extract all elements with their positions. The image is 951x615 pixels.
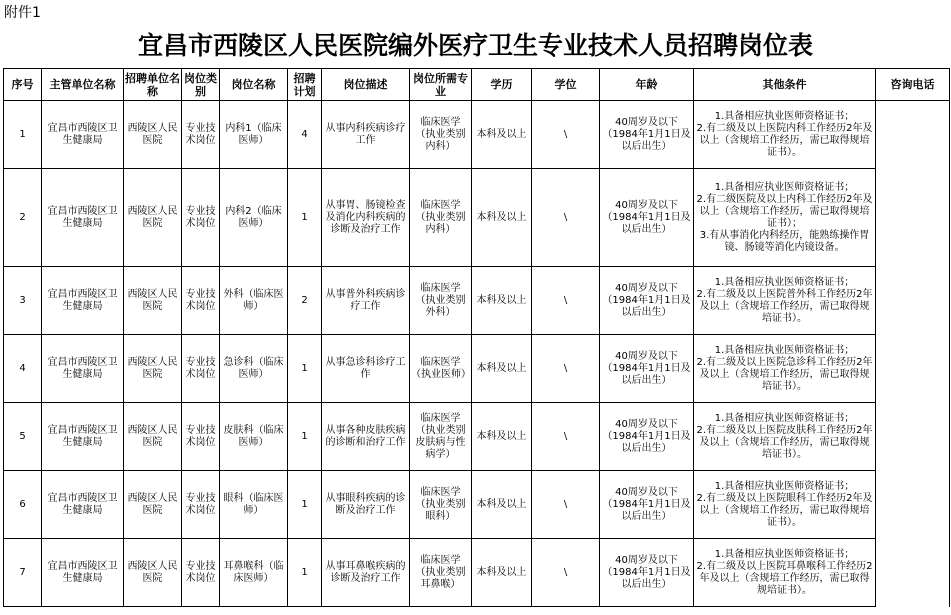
cell-unit: 西陵区人民医院 xyxy=(124,471,182,539)
cell-other: 1.具备相应执业医师资格证书； 2.有二级及以上医院急诊科工作经历2年及以上（含规培工作经历，需已取得规培证书）。 xyxy=(694,335,876,403)
cell-phone xyxy=(876,101,950,607)
cell-dept: 宜昌市西陵区卫生健康局 xyxy=(42,267,124,335)
cell-dept: 宜昌市西陵区卫生健康局 xyxy=(42,403,124,471)
cell-category: 专业技术岗位 xyxy=(182,101,220,169)
cell-category: 专业技术岗位 xyxy=(182,403,220,471)
cell-education: 本科及以上 xyxy=(472,101,532,169)
cell-education: 本科及以上 xyxy=(472,267,532,335)
cell-age: 40周岁及以下 （1984年1月1日及以后出生） xyxy=(600,403,694,471)
cell-age: 40周岁及以下 （1984年1月1日及以后出生） xyxy=(600,169,694,267)
cell-degree: \ xyxy=(532,403,600,471)
cell-major: 临床医学（执业类别耳鼻喉） xyxy=(410,539,472,607)
cell-category: 专业技术岗位 xyxy=(182,539,220,607)
document-title: 宜昌市西陵区人民医院编外医疗卫生专业技术人员招聘岗位表 xyxy=(137,31,813,60)
table-row xyxy=(4,267,950,335)
cell-major: 临床医学（执业类别皮肤病与性病学） xyxy=(410,403,472,471)
cell-unit: 西陵区人民医院 xyxy=(124,169,182,267)
cell-other: 1.具备相应执业医师资格证书； 2.有二级及以上医院皮肤科工作经历2年及以上（含规培工作经历，需已取得规培证书）。 xyxy=(694,403,876,471)
cell-other: 1.具备相应执业医师资格证书； 2.有二级及以上医院内科工作经历2年及以上（含规培工作经历，需已取得规培证书）。 xyxy=(694,101,876,169)
cell-plan: 1 xyxy=(288,169,322,267)
cell-education: 本科及以上 xyxy=(472,403,532,471)
header-plan: 招聘计划 xyxy=(288,69,322,101)
cell-position-name: 内科1（临床医师） xyxy=(220,101,288,169)
cell-category: 专业技术岗位 xyxy=(182,169,220,267)
cell-dept: 宜昌市西陵区卫生健康局 xyxy=(42,471,124,539)
header-degree: 学位 xyxy=(532,69,600,101)
cell-major: 临床医学（执业类别外科） xyxy=(410,267,472,335)
cell-dept: 宜昌市西陵区卫生健康局 xyxy=(42,101,124,169)
cell-plan: 1 xyxy=(288,403,322,471)
table-row xyxy=(4,101,950,169)
cell-no: 3 xyxy=(4,267,42,335)
cell-other: 1.具备相应执业医师资格证书； 2.有二级及以上医院眼科工作经历2年及以上（含规培工作经历，需已取得规培证书）。 xyxy=(694,471,876,539)
recruitment-table xyxy=(3,68,950,607)
cell-other: 1.具备相应执业医师资格证书； 2.有二级及以上医院普外科工作经历2年及以上（含规培工作经历，需已取得规培证书）。 xyxy=(694,267,876,335)
cell-education: 本科及以上 xyxy=(472,471,532,539)
cell-other: 1.具备相应执业医师资格证书； 2.有二级及以上医院耳鼻喉科工作经历2年及以上（含规培工作经历，需已取得规培证书）。 xyxy=(694,539,876,607)
cell-position-name: 眼科（临床医师） xyxy=(220,471,288,539)
cell-age: 40周岁及以下 （1984年1月1日及以后出生） xyxy=(600,539,694,607)
table-row xyxy=(4,403,950,471)
cell-category: 专业技术岗位 xyxy=(182,267,220,335)
cell-no: 5 xyxy=(4,403,42,471)
cell-description: 从事普外科疾病诊疗工作 xyxy=(322,267,410,335)
cell-plan: 4 xyxy=(288,101,322,169)
cell-age: 40周岁及以下 （1984年1月1日及以后出生） xyxy=(600,471,694,539)
header-other: 其他条件 xyxy=(694,69,876,101)
cell-unit: 西陵区人民医院 xyxy=(124,335,182,403)
cell-position-name: 耳鼻喉科（临床医师） xyxy=(220,539,288,607)
cell-degree: \ xyxy=(532,471,600,539)
cell-description: 从事耳鼻喉疾病的诊断及治疗工作 xyxy=(322,539,410,607)
cell-age: 40周岁及以下 （1984年1月1日及以后出生） xyxy=(600,101,694,169)
cell-major: 临床医学（执业类别内科） xyxy=(410,101,472,169)
table-row xyxy=(4,539,950,607)
header-no: 序号 xyxy=(4,69,42,101)
cell-no: 2 xyxy=(4,169,42,267)
table-row xyxy=(4,169,950,267)
cell-description: 从事内科疾病诊疗工作 xyxy=(322,101,410,169)
cell-education: 本科及以上 xyxy=(472,539,532,607)
header-major: 岗位所需专业 xyxy=(410,69,472,101)
cell-age: 40周岁及以下 （1984年1月1日及以后出生） xyxy=(600,267,694,335)
cell-description: 从事各种皮肤疾病的诊断和治疗工作 xyxy=(322,403,410,471)
cell-no: 7 xyxy=(4,539,42,607)
cell-no: 6 xyxy=(4,471,42,539)
cell-plan: 1 xyxy=(288,539,322,607)
cell-description: 从事眼科疾病的诊断及治疗工作 xyxy=(322,471,410,539)
cell-unit: 西陵区人民医院 xyxy=(124,539,182,607)
header-unit: 招聘单位名称 xyxy=(124,69,182,101)
header-education: 学历 xyxy=(472,69,532,101)
cell-major: 临床医学（执业类别内科） xyxy=(410,169,472,267)
cell-plan: 1 xyxy=(288,335,322,403)
cell-education: 本科及以上 xyxy=(472,169,532,267)
header-description: 岗位描述 xyxy=(322,69,410,101)
header-position-name: 岗位名称 xyxy=(220,69,288,101)
cell-age: 40周岁及以下 （1984年1月1日及以后出生） xyxy=(600,335,694,403)
attachment-label: 附件1 xyxy=(4,5,41,21)
cell-plan: 1 xyxy=(288,471,322,539)
table-header-row xyxy=(4,69,950,101)
cell-degree: \ xyxy=(532,101,600,169)
cell-dept: 宜昌市西陵区卫生健康局 xyxy=(42,335,124,403)
cell-dept: 宜昌市西陵区卫生健康局 xyxy=(42,169,124,267)
cell-no: 4 xyxy=(4,335,42,403)
cell-education: 本科及以上 xyxy=(472,335,532,403)
cell-position-name: 急诊科（临床医师） xyxy=(220,335,288,403)
cell-category: 专业技术岗位 xyxy=(182,471,220,539)
cell-degree: \ xyxy=(532,335,600,403)
header-phone: 咨询电话 xyxy=(876,69,950,101)
cell-description: 从事急诊科诊疗工作 xyxy=(322,335,410,403)
cell-degree: \ xyxy=(532,539,600,607)
cell-other: 1.具备相应执业医师资格证书； 2.有二级医院及以上内科工作经历2年及以上（含规培工作经历，需已取得规培证书）； 3.有从事消化内科经历，能熟练操作胃镜、肠镜等消化内镜设备。 xyxy=(694,169,876,267)
cell-degree: \ xyxy=(532,267,600,335)
header-category: 岗位类别 xyxy=(182,69,220,101)
cell-position-name: 皮肤科（临床医师） xyxy=(220,403,288,471)
cell-position-name: 外科（临床医师） xyxy=(220,267,288,335)
cell-unit: 西陵区人民医院 xyxy=(124,403,182,471)
cell-degree: \ xyxy=(532,169,600,267)
header-dept: 主管单位名称 xyxy=(42,69,124,101)
cell-unit: 西陵区人民医院 xyxy=(124,267,182,335)
cell-plan: 2 xyxy=(288,267,322,335)
cell-unit: 西陵区人民医院 xyxy=(124,101,182,169)
cell-major: 临床医学（执业医师） xyxy=(410,335,472,403)
cell-no: 1 xyxy=(4,101,42,169)
cell-category: 专业技术岗位 xyxy=(182,335,220,403)
table-row xyxy=(4,335,950,403)
cell-dept: 宜昌市西陵区卫生健康局 xyxy=(42,539,124,607)
cell-major: 临床医学（执业类别眼科） xyxy=(410,471,472,539)
cell-description: 从事胃、肠镜检查及消化内科疾病的诊断及治疗工作 xyxy=(322,169,410,267)
cell-position-name: 内科2（临床医师） xyxy=(220,169,288,267)
table-row xyxy=(4,471,950,539)
header-age: 年龄 xyxy=(600,69,694,101)
